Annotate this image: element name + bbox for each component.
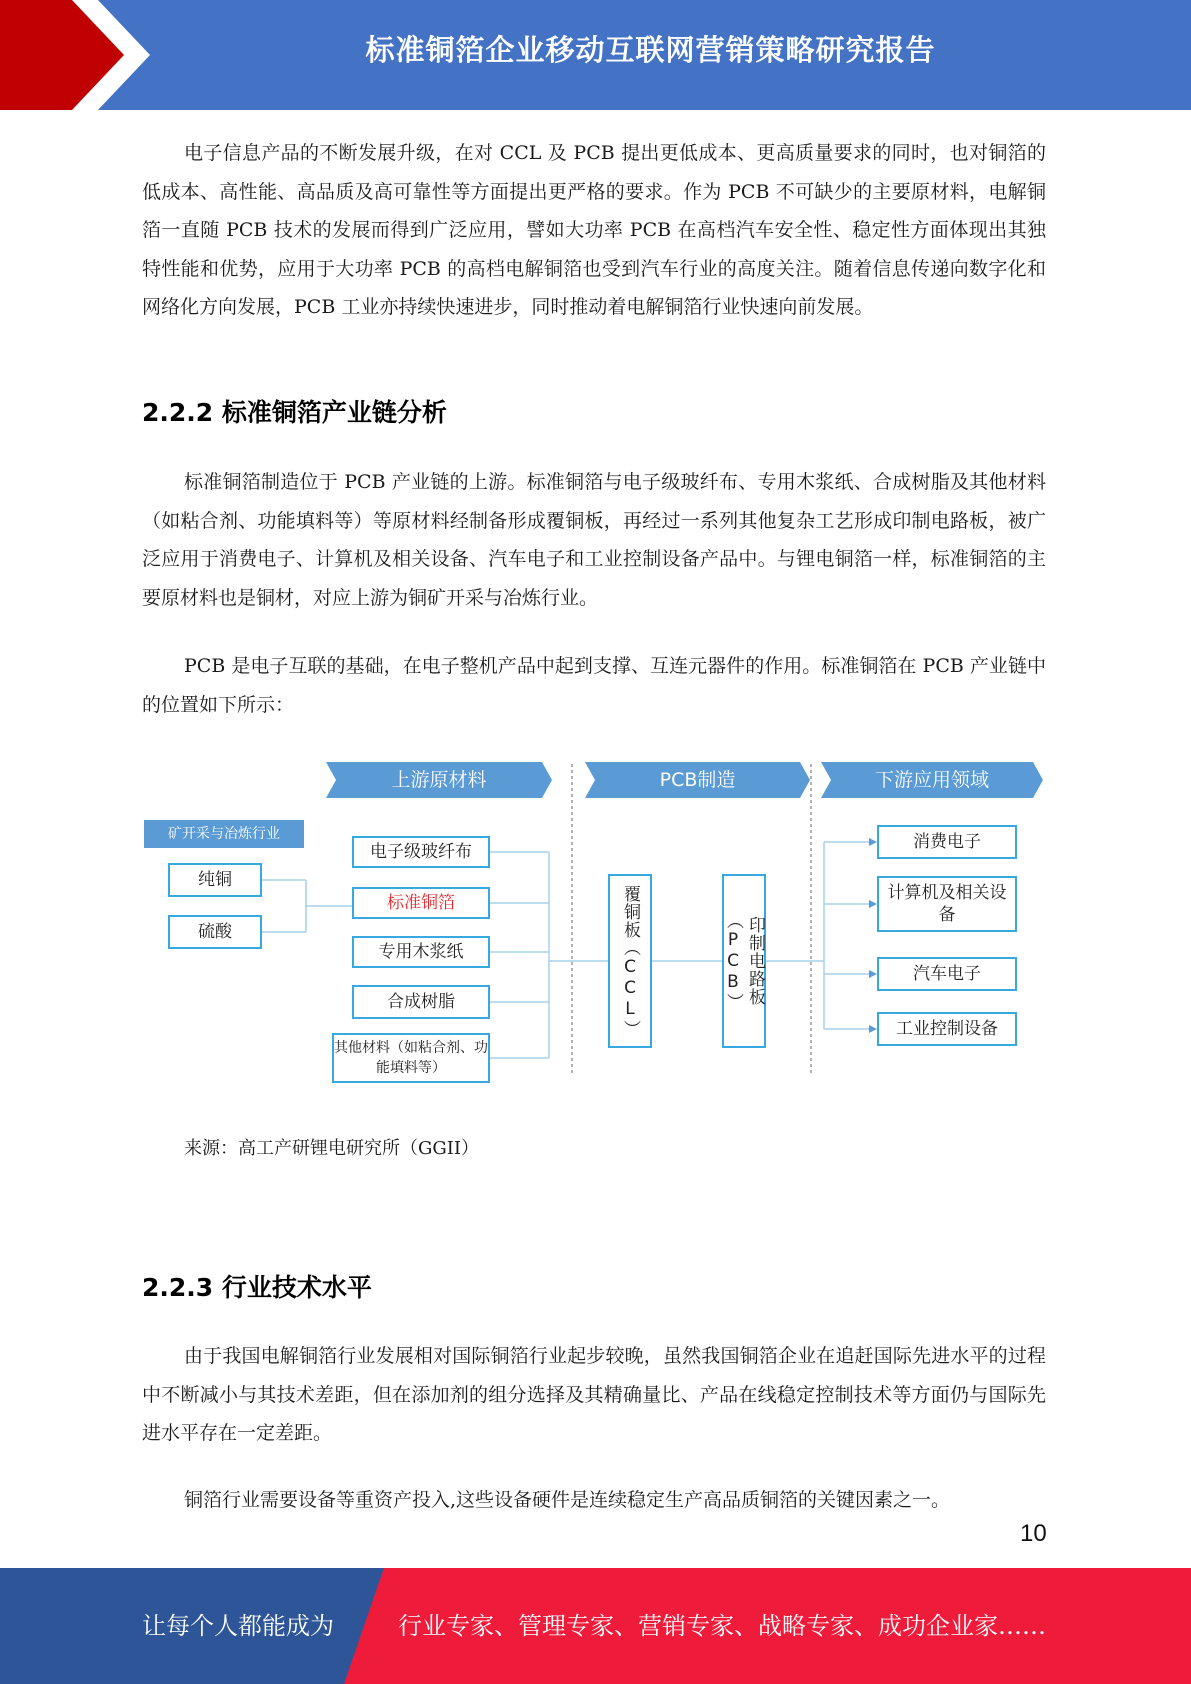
raw-copper-box: 纯铜 <box>168 863 262 897</box>
banner-downstream: 下游应用领域 <box>874 769 989 791</box>
heading-2-2-3: 2.2.3 行业技术水平 <box>142 1273 372 1302</box>
ccl-box: 覆铜板（CCL） <box>608 874 652 1048</box>
paragraph-tech-gap: 由于我国电解铜箔行业发展相对国际铜箔行业起步较晚，虽然我国铜箔企业在追赶国际先进水平的过程中不断减小与其技术差距，但在添加剂的组分选择及其精确量比、产品在线稳定控制技术等方面仍与国际先进水平存在一定差距。 <box>142 1345 1046 1444</box>
paragraph-pcb-basis: PCB 是电子互联的基础，在电子整机产品中起到支撑、互连元器件的作用。标准铜箔在 PCB 产业链中的位置如下所示： <box>142 655 1046 716</box>
industry-chain-diagram <box>140 756 1050 1086</box>
banner-upstream: 上游原材料 <box>391 769 487 791</box>
banner-pcb-manufacturing: PCB制造 <box>659 769 736 791</box>
automotive-electronics-box: 汽车电子 <box>877 957 1017 991</box>
paragraph-ccl-pcb: 电子信息产品的不断发展升级，在对 CCL 及 PCB 提出更低成本、更高质量要求的同时，也对铜箔的低成本、高性能、高品质及高可靠性等方面提出更严格的要求。作为 PCB 不可缺少的主要原材料，电解铜箔一直随 PCB 技术的发展而得到广泛应用，譬如大功率 PCB 在高档汽车安全性、稳定性方面体现出其独特性能和优势，应用于大功率 PCB 的高档电解铜箔也受到汽车行业的高度关注。随着信息传递向数字化和网络化方向发展，PCB 工业亦持续快速进步，同时推动着电解铜箔行业快速向前发展。 <box>142 142 1046 318</box>
wood-pulp-paper-box: 专用木浆纸 <box>352 936 490 968</box>
report-title: 标准铜箔企业移动互联网营销策略研究报告 <box>365 33 936 67</box>
footer-slogan-right: 行业专家、管理专家、营销专家、战略专家、成功企业家…… <box>398 1612 1046 1640</box>
paragraph-equipment: 铜箔行业需要设备等重资产投入,这些设备硬件是连续稳定生产高品质铜箔的关键因素之一。 <box>184 1489 951 1511</box>
heading-2-2-2: 2.2.2 标准铜箔产业链分析 <box>142 398 447 427</box>
pcb-box: 印制电路板（PCB） <box>722 874 766 1048</box>
mining-smelting-label: 矿开采与冶炼行业 <box>144 820 304 848</box>
computer-equipment-box: 计算机及相关设备 <box>877 876 1017 932</box>
industrial-control-box: 工业控制设备 <box>877 1012 1017 1046</box>
synthetic-resin-box: 合成树脂 <box>352 985 490 1019</box>
footer-slogan-left: 让每个人都能成为 <box>142 1612 334 1640</box>
sulfuric-acid-box: 硫酸 <box>168 915 262 949</box>
figure-source: 来源：高工产研锂电研究所（GGII） <box>184 1138 479 1159</box>
page-footer <box>0 1568 1191 1684</box>
paragraph-industry-chain: 标准铜箔制造位于 PCB 产业链的上游。标准铜箔与电子级玻纤布、专用木浆纸、合成树脂及其他材料（如粘合剂、功能填料等）等原材料经制备形成覆铜板，再经过一系列其他复杂工艺形成印制电路板，被广泛应用于消费电子、计算机及相关设备、汽车电子和工业控制设备产品中。与锂电铜箔一样，标准铜箔的主要原材料也是铜材，对应上游为铜矿开采与冶炼行业。 <box>142 471 1046 609</box>
page-header <box>0 0 1191 110</box>
header-arrow-decoration <box>0 0 160 110</box>
glass-fiber-cloth-box: 电子级玻纤布 <box>352 836 490 868</box>
standard-copper-foil-box: 标准铜箔 <box>352 887 490 919</box>
other-materials-box: 其他材料（如粘合剂、功能填料等） <box>332 1033 490 1083</box>
page-number: 10 <box>1020 1520 1047 1547</box>
consumer-electronics-box: 消费电子 <box>877 825 1017 859</box>
